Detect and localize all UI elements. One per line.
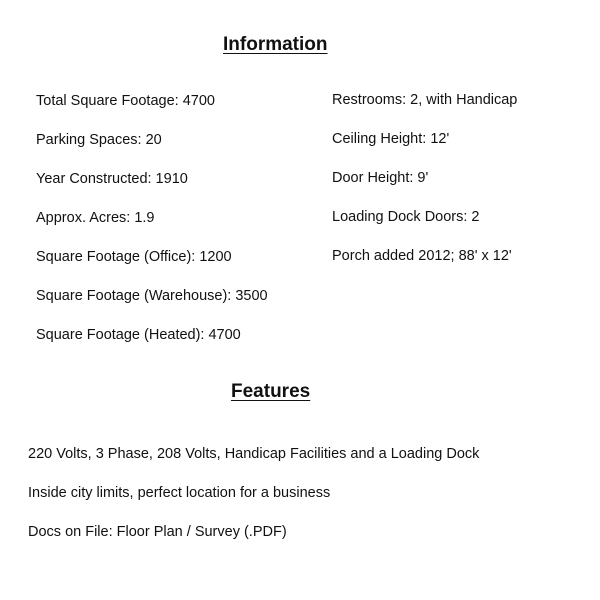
- info-item-square-footage-office: Square Footage (Office): 1200: [36, 249, 232, 265]
- feature-item-electrical: 220 Volts, 3 Phase, 208 Volts, Handicap Facilities and a Loading Dock: [28, 446, 480, 462]
- info-item-door-height: Door Height: 9': [332, 170, 429, 186]
- information-heading: Information: [223, 34, 328, 55]
- info-item-restrooms: Restrooms: 2, with Handicap: [332, 92, 518, 108]
- info-item-loading-dock-doors: Loading Dock Doors: 2: [332, 209, 480, 225]
- info-item-parking-spaces: Parking Spaces: 20: [36, 132, 162, 148]
- information-left-column: [36, 92, 268, 365]
- info-item-square-footage-warehouse: Square Footage (Warehouse): 3500: [36, 288, 268, 304]
- information-right-column: [332, 91, 517, 286]
- feature-item-location: Inside city limits, perfect location for a business: [28, 485, 331, 501]
- feature-item-docs-on-file: Docs on File: Floor Plan / Survey (.PDF): [28, 524, 287, 540]
- info-item-porch: Porch added 2012; 88' x 12': [332, 248, 512, 264]
- info-item-approx-acres: Approx. Acres: 1.9: [36, 210, 155, 226]
- info-item-total-square-footage: Total Square Footage: 4700: [36, 93, 215, 109]
- features-heading: Features: [231, 381, 311, 402]
- features-list: [28, 445, 479, 562]
- info-item-year-constructed: Year Constructed: 1910: [36, 171, 188, 187]
- info-item-ceiling-height: Ceiling Height: 12': [332, 131, 450, 147]
- info-item-square-footage-heated: Square Footage (Heated): 4700: [36, 327, 241, 343]
